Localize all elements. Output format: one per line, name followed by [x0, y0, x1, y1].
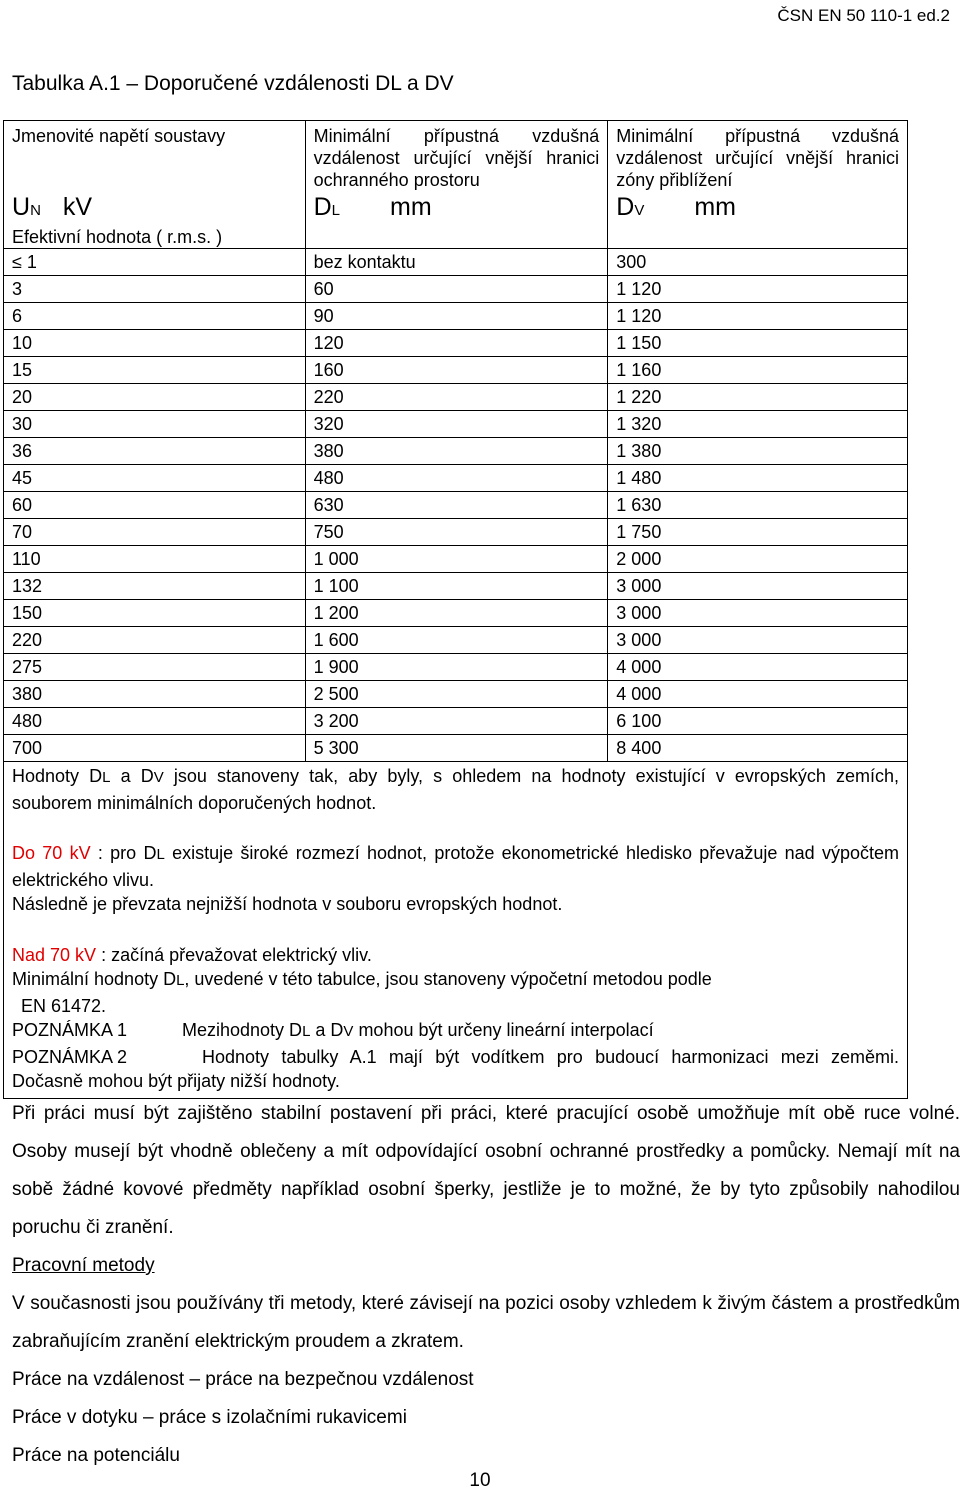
cell-voltage: 110 [4, 546, 306, 573]
cell-voltage: 30 [4, 411, 306, 438]
header-voltage [4, 121, 306, 249]
cell-dv: 3 000 [608, 600, 908, 627]
cell-voltage: ≤ 1 [4, 249, 306, 276]
cell-dl: 3 200 [305, 708, 608, 735]
red-highlight: Nad 70 kV [12, 944, 97, 965]
table-row [4, 249, 908, 276]
section-heading-work-methods: Pracovní metody [12, 1255, 155, 1276]
cell-dv: 3 000 [608, 573, 908, 600]
cell-dv: 1 150 [608, 330, 908, 357]
table-row [4, 492, 908, 519]
method-item-3: Práce na potenciálu [12, 1445, 180, 1466]
table-row [4, 357, 908, 384]
cell-dv: 1 380 [608, 438, 908, 465]
table-row [4, 546, 908, 573]
cell-dv: 1 160 [608, 357, 908, 384]
table-row [4, 519, 908, 546]
body-text [12, 1095, 960, 1475]
table-row [4, 708, 908, 735]
distance-table [3, 120, 908, 1099]
cell-dl: 120 [305, 330, 608, 357]
note-paragraph-2: Do 70 kV : pro DL existuje široké rozmezí hodnot, protože ekonometrické hledisko převažuje nad výpočtem elektrického vlivu. [12, 843, 899, 890]
document-id: ČSN EN 50 110-1 ed.2 [777, 6, 950, 25]
cell-dl: 630 [305, 492, 608, 519]
cell-voltage: 6 [4, 303, 306, 330]
header-dv-text: Minimální přípustná vzdušná vzdálenost určující vnější hranici zóny přiblížení [616, 126, 899, 190]
cell-voltage: 220 [4, 627, 306, 654]
effective-value-note: Efektivní hodnota ( r.m.s. ) [12, 227, 223, 247]
paragraph-methods: V současnosti jsou používány tři metody, které závisejí na pozici osoby vzhledem k živým částem a prostředkům zabraňujícím zranění elektrickým proudem a zkratem. [12, 1293, 960, 1352]
cell-dl: 220 [305, 384, 608, 411]
cell-dv: 6 100 [608, 708, 908, 735]
table-row [4, 411, 908, 438]
symbol-dl-sub: L [331, 202, 341, 219]
table-row [4, 330, 908, 357]
note-1: POZNÁMKA 1 Mezihodnoty DL a DV mohou být určeny lineární interpolací [12, 1020, 654, 1040]
cell-dl: 60 [305, 276, 608, 303]
cell-dv: 4 000 [608, 654, 908, 681]
cell-dv: 300 [608, 249, 908, 276]
header-voltage-text: Jmenovité napětí soustavy [12, 126, 226, 146]
cell-dl: 750 [305, 519, 608, 546]
notes-row [4, 762, 908, 1099]
cell-dv: 1 320 [608, 411, 908, 438]
cell-dv: 4 000 [608, 681, 908, 708]
note-paragraph-1: Hodnoty DL a DV jsou stanoveny tak, aby byly, s ohledem na hodnoty existující v evropských zemích, souborem minimálních doporučených hodnot. [12, 766, 900, 813]
cell-dl: 160 [305, 357, 608, 384]
cell-dv: 1 480 [608, 465, 908, 492]
table-body [4, 249, 908, 762]
cell-dv: 1 120 [608, 276, 908, 303]
table-row [4, 681, 908, 708]
unit-mm: mm [390, 193, 432, 221]
header-dl [305, 121, 608, 249]
cell-dv: 1 750 [608, 519, 908, 546]
cell-voltage: 480 [4, 708, 306, 735]
cell-dl: 1 900 [305, 654, 608, 681]
note-paragraph-4: Nad 70 kV : začíná převažovat elektrický vliv. [12, 944, 372, 965]
symbol-d: D [616, 193, 635, 221]
page-number: 10 [469, 1470, 491, 1491]
cell-dv: 1 220 [608, 384, 908, 411]
cell-dl: bez kontaktu [305, 249, 608, 276]
cell-dl: 480 [305, 465, 608, 492]
table-row [4, 276, 908, 303]
symbol-d: D [313, 193, 332, 221]
cell-voltage: 132 [4, 573, 306, 600]
table-row [4, 465, 908, 492]
symbol-dv-sub: V [634, 202, 645, 219]
table-row [4, 654, 908, 681]
cell-dv: 8 400 [608, 735, 908, 762]
table-header-row [4, 121, 908, 249]
table-row [4, 600, 908, 627]
method-item-2: Práce v dotyku – práce s izolačními rukavicemi [12, 1407, 407, 1428]
symbol-u: U [12, 193, 31, 221]
note-paragraph-3: Následně je převzata nejnižší hodnota v souboru evropských hodnot. [12, 894, 563, 914]
cell-voltage: 10 [4, 330, 306, 357]
symbol-u-sub: N [30, 202, 41, 219]
unit-mm: mm [694, 193, 737, 221]
table-row [4, 735, 908, 762]
paragraph-work-position: Při práci musí být zajištěno stabilní postavení při práci, které pracující osobě umožňuje mít obě ruce volné. Osoby musejí být vhodně oblečeny a mít odpovídající osobní ochranné prostředky a pomůcky. Nemají mít na sobě žádné kovové předměty například osobní šperky, jestliže je to možné, že by tyto způsobily nahodilou poruchu či zranění. [12, 1103, 960, 1238]
cell-voltage: 150 [4, 600, 306, 627]
table-row [4, 438, 908, 465]
cell-voltage: 3 [4, 276, 306, 303]
cell-dl: 2 500 [305, 681, 608, 708]
cell-dl: 320 [305, 411, 608, 438]
cell-dl: 90 [305, 303, 608, 330]
method-item-1: Práce na vzdálenost – práce na bezpečnou vzdálenost [12, 1369, 474, 1390]
cell-dl: 5 300 [305, 735, 608, 762]
note-2: POZNÁMKA 2 Hodnoty tabulky A.1 mají být vodítkem pro budoucí harmonizaci mezi zeměmi. Dočasně mohou být přijaty nižší hodnoty. [12, 1046, 899, 1091]
red-highlight: Do 70 kV [12, 843, 91, 863]
cell-voltage: 275 [4, 654, 306, 681]
cell-voltage: 20 [4, 384, 306, 411]
cell-voltage: 36 [4, 438, 306, 465]
cell-voltage: 15 [4, 357, 306, 384]
cell-dv: 3 000 [608, 627, 908, 654]
cell-dl: 380 [305, 438, 608, 465]
table-row [4, 627, 908, 654]
cell-voltage: 45 [4, 465, 306, 492]
cell-voltage: 70 [4, 519, 306, 546]
header-dl-text: Minimální přípustná vzdušná vzdálenost určující vnější hranici ochranného prostoru [313, 126, 600, 190]
unit-kv: kV [62, 193, 93, 221]
header-dv [608, 121, 908, 249]
cell-dv: 1 120 [608, 303, 908, 330]
cell-voltage: 380 [4, 681, 306, 708]
cell-dl: 1 600 [305, 627, 608, 654]
cell-dv: 2 000 [608, 546, 908, 573]
table-row [4, 573, 908, 600]
note-paragraph-5-standard: EN 61472. [21, 995, 107, 1016]
table-title: Tabulka A.1 – Doporučené vzdálenosti DL a DV [12, 72, 454, 95]
cell-voltage: 60 [4, 492, 306, 519]
note-paragraph-5: Minimální hodnoty DL, uvedené v této tabulce, jsou stanoveny výpočetní metodou podle [12, 969, 712, 989]
table-row [4, 303, 908, 330]
table-notes [4, 762, 908, 1099]
cell-dv: 1 630 [608, 492, 908, 519]
cell-dl: 1 000 [305, 546, 608, 573]
table-row [4, 384, 908, 411]
cell-voltage: 700 [4, 735, 306, 762]
cell-dl: 1 200 [305, 600, 608, 627]
cell-dl: 1 100 [305, 573, 608, 600]
